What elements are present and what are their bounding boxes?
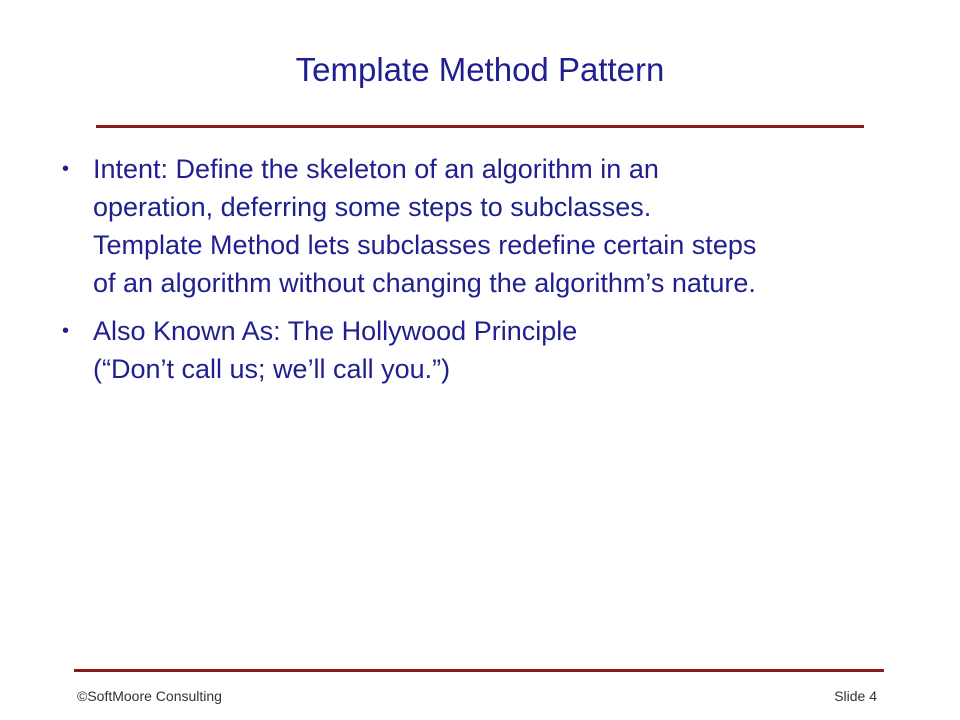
bullet-item-intent: [60, 150, 920, 302]
bullet-line: (“Don’t call us; we’ll call you.”): [93, 354, 451, 384]
footer-copyright: ©SoftMoore Consulting: [77, 688, 222, 704]
footer-slide-number: Slide 4: [834, 688, 877, 704]
title-divider: [96, 125, 864, 128]
slide-title: Template Method Pattern: [295, 51, 665, 88]
bullet-line: Intent: Define the skeleton of an algorithm in an: [93, 154, 659, 184]
bullet-icon: •: [62, 158, 70, 180]
bullet-line: operation, deferring some steps to subclasses.: [93, 192, 652, 222]
bullet-line: Also Known As: The Hollywood Principle: [93, 316, 578, 346]
bullet-line: of an algorithm without changing the algorithm’s nature.: [93, 268, 756, 298]
bullet-line: Template Method lets subclasses redefine certain steps: [93, 230, 757, 260]
bullet-list: [60, 150, 920, 398]
bullet-icon: •: [62, 320, 70, 342]
bullet-item-also-known-as: [60, 312, 920, 388]
footer-divider: [74, 669, 884, 672]
